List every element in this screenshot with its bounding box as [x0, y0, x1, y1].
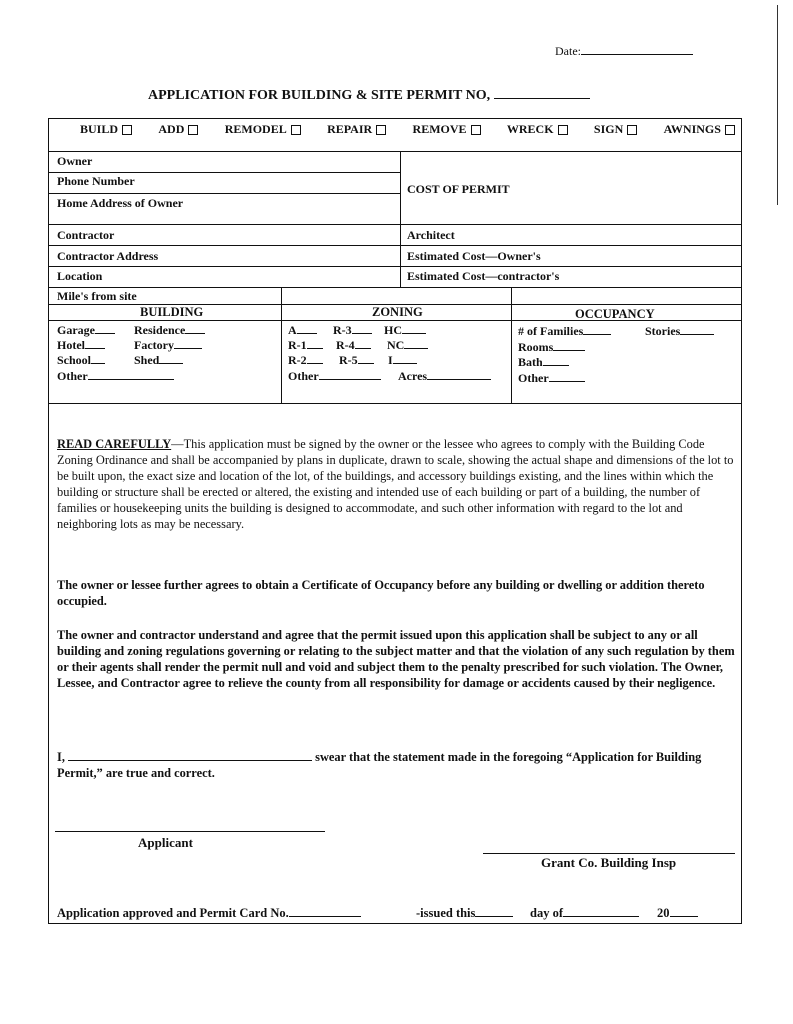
zone-r3-field[interactable]: R-3 — [333, 323, 372, 338]
year-field[interactable]: 20 — [657, 906, 698, 921]
checkbox-awnings — [725, 125, 735, 135]
zone-nc-field[interactable]: NC — [387, 338, 428, 353]
approved-field[interactable]: Application approved and Permit Card No. — [57, 906, 361, 921]
applicant-signature-line[interactable] — [55, 831, 325, 832]
stories-field[interactable]: Stories — [645, 324, 714, 339]
checkbox-repair — [376, 125, 386, 135]
applicant-label: Applicant — [138, 835, 193, 850]
factory-field[interactable]: Factory — [134, 338, 202, 353]
certificate-paragraph: The owner or lessee further agrees to obtain a Certificate of Occupancy before any building or dwelling or addition thereto occupied. — [57, 578, 705, 608]
building-heading: BUILDING — [140, 305, 204, 319]
cost-of-permit-label: COST OF PERMIT — [407, 182, 510, 196]
occupancy-other-field[interactable]: Other — [518, 371, 585, 386]
zone-a-field[interactable]: A — [288, 323, 317, 338]
title-text: APPLICATION FOR BUILDING & SITE PERMIT NO, — [148, 88, 491, 103]
agreement-paragraph: The owner and contractor understand and agree that the permit issued upon this application shall be subject to any or all building and zoning regulations governing or relating to the subject matter and that the violation of any such regulation by them or their agents shall render the permit null and void and subject them to the penalty prescribed for such violation. The Owner, Lessee, and Contractor agree to relieve the county from all responsibility for damage or accidents caused by their negligence. — [57, 628, 735, 690]
divider — [48, 245, 742, 246]
swear-name-field[interactable] — [68, 760, 312, 761]
acres-field[interactable]: Acres — [398, 369, 491, 384]
swear-i: I, — [57, 750, 65, 764]
checkbox-add — [188, 125, 198, 135]
miles-from-site-label: Mile's from site — [57, 289, 137, 303]
divider — [48, 224, 742, 225]
checkbox-sign — [627, 125, 637, 135]
read-carefully-text: —This application must be signed by the owner or the lessee who agrees to comply with the Building Code Zoning Ordinance and shall be accompanied by plans in duplicate, drawn to scale, showing the actual shape and dimensions of the lot to be built upon, the exact size and location of the lot, of the buildings, and accessory buildings existing, and the lines within which the building or structure shall be erected or altered, the existing and intended use of each building or part of a building, the number of families or housekeeping units the building is designed to accommodate, and such other information with regard to the lot and neighboring lots as may be necessary. — [57, 437, 734, 531]
location-label: Location — [57, 269, 103, 283]
zoning-other-field[interactable]: Other — [288, 369, 381, 384]
checkbox-remove — [471, 125, 481, 135]
swear-text: swear that the statement made in the foregoing “Application for Building Permit,” are true and correct. — [57, 750, 702, 780]
zone-r5-field[interactable]: R-5 — [339, 353, 374, 368]
checkbox-wreck — [558, 125, 568, 135]
residence-field[interactable]: Residence — [134, 323, 205, 338]
permit-type-wreck[interactable]: WRECK — [507, 122, 568, 137]
checkbox-build — [122, 125, 132, 135]
divider — [281, 288, 282, 403]
divider — [48, 287, 742, 288]
day-of-field[interactable]: day of — [530, 906, 639, 921]
permit-type-repair[interactable]: REPAIR — [327, 122, 386, 137]
divider — [48, 266, 742, 267]
zone-r1-field[interactable]: R-1 — [288, 338, 323, 353]
building-other-field[interactable]: Other — [57, 369, 174, 384]
hotel-field[interactable]: Hotel — [57, 338, 105, 353]
contractor-address-label: Contractor Address — [57, 249, 159, 263]
divider — [48, 403, 742, 404]
date-label: Date: — [555, 44, 581, 58]
permit-type-remove[interactable]: REMOVE — [413, 122, 481, 137]
bath-field[interactable]: Bath — [518, 355, 569, 370]
zone-hc-field[interactable]: HC — [384, 323, 426, 338]
garage-field[interactable]: Garage — [57, 323, 115, 338]
home-address-label: Home Address of Owner — [57, 196, 184, 210]
phone-label: Phone Number — [57, 174, 135, 188]
permit-type-remodel[interactable]: REMODEL — [225, 122, 301, 137]
est-cost-owner-label: Estimated Cost—Owner's — [407, 249, 541, 263]
zoning-heading: ZONING — [372, 305, 423, 319]
rooms-field[interactable]: Rooms — [518, 340, 585, 355]
est-cost-contractor-label: Estimated Cost—contractor's — [407, 269, 560, 283]
families-field[interactable]: # of Families — [518, 324, 611, 339]
inspector-signature-line[interactable] — [483, 853, 735, 854]
zone-i-field[interactable]: I — [388, 353, 417, 368]
divider — [400, 151, 401, 287]
permit-number-field[interactable] — [494, 98, 590, 99]
shed-field[interactable]: Shed — [134, 353, 183, 368]
permit-type-add[interactable]: ADD — [158, 122, 198, 137]
checkbox-remodel — [291, 125, 301, 135]
permit-type-sign[interactable]: SIGN — [594, 122, 637, 137]
architect-label: Architect — [407, 228, 455, 242]
scan-edge-line — [777, 5, 778, 205]
divider — [48, 151, 742, 152]
zone-r4-field[interactable]: R-4 — [336, 338, 371, 353]
school-field[interactable]: School — [57, 353, 105, 368]
contractor-label: Contractor — [57, 228, 115, 242]
owner-label: Owner — [57, 154, 93, 168]
inspector-label: Grant Co. Building Insp — [541, 855, 677, 870]
divider — [48, 172, 400, 173]
divider — [48, 193, 400, 194]
read-carefully-paragraph — [57, 436, 735, 532]
permit-type-awnings[interactable]: AWNINGS — [664, 122, 735, 137]
issued-field[interactable]: -issued this — [416, 906, 513, 921]
permit-type-build[interactable]: BUILD — [80, 122, 132, 137]
swear-statement — [57, 749, 735, 781]
page-title — [148, 88, 590, 104]
date-field[interactable] — [555, 44, 693, 59]
permit-type-row — [80, 122, 735, 137]
zone-r2-field[interactable]: R-2 — [288, 353, 323, 368]
occupancy-heading: OCCUPANCY — [575, 307, 655, 321]
divider — [511, 288, 512, 403]
read-carefully-heading: READ CAREFULLY — [57, 437, 172, 451]
